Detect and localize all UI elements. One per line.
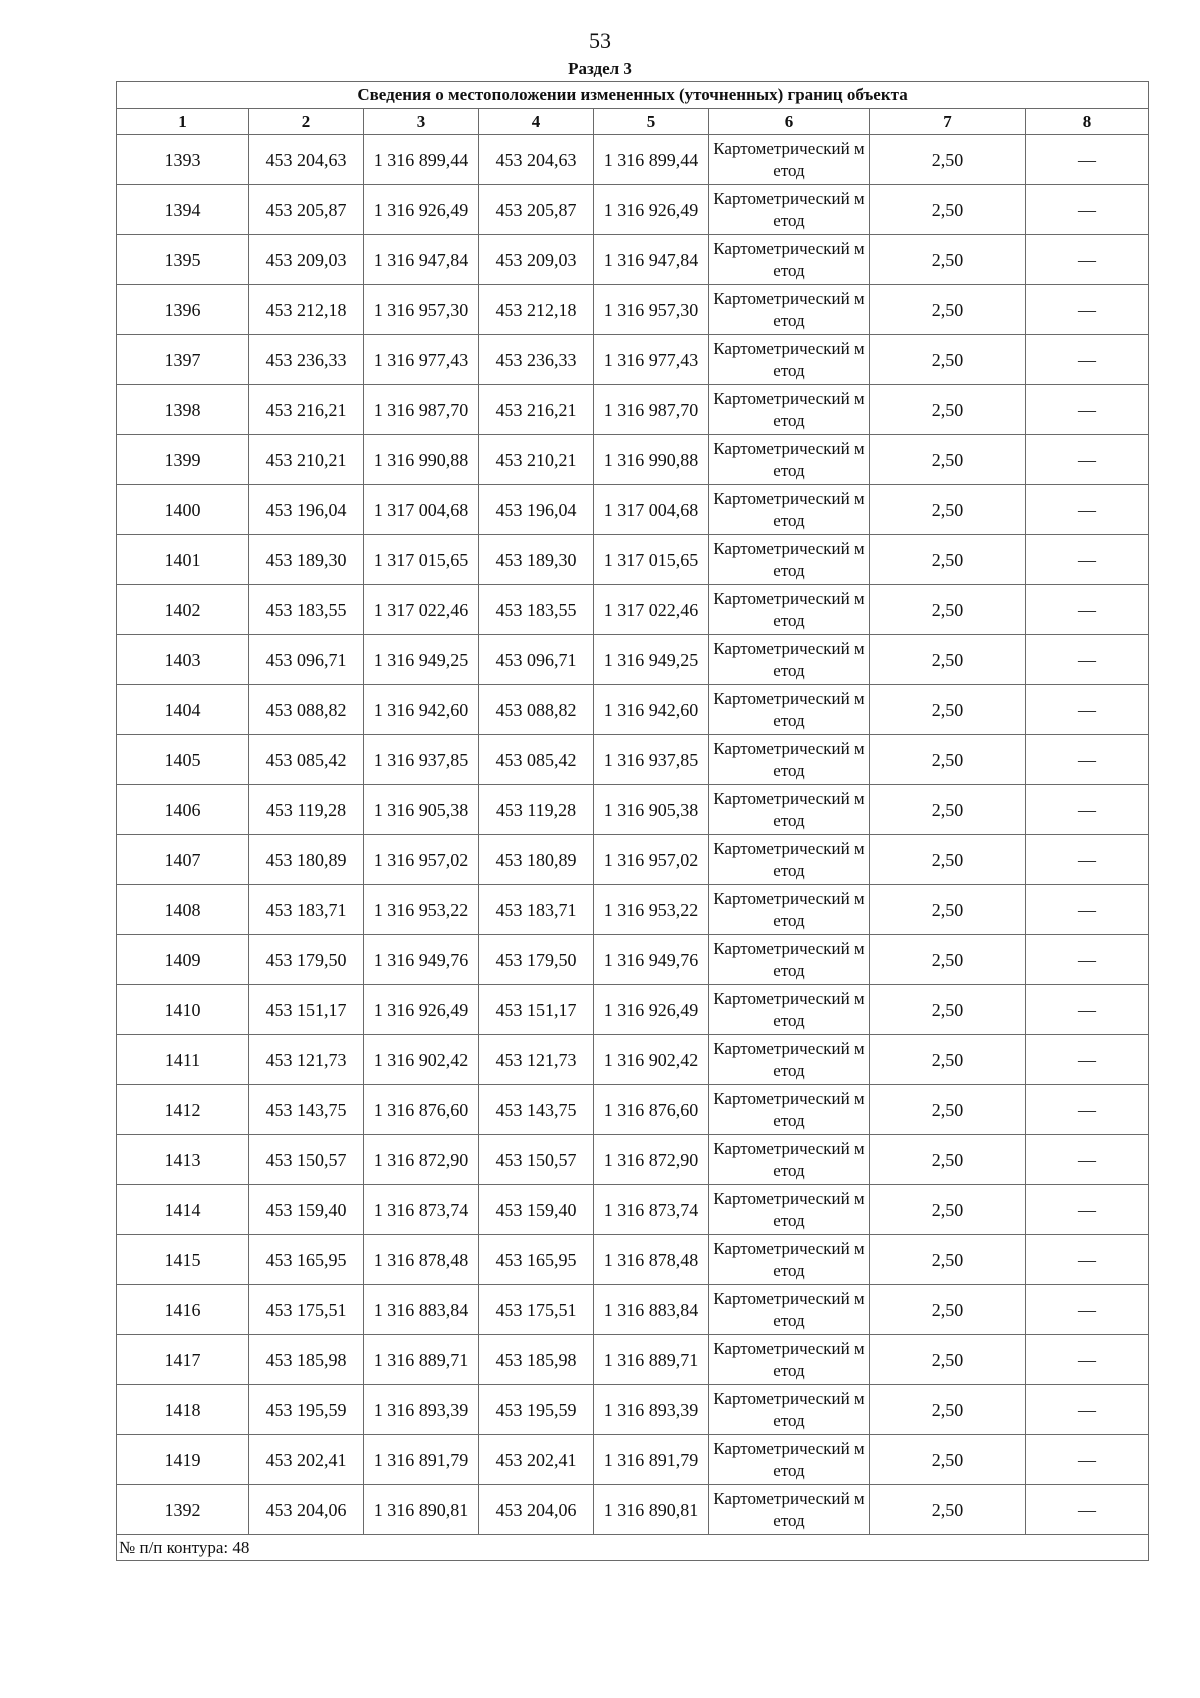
table-cell: Картометрический метод: [709, 1135, 870, 1185]
table-row: [117, 135, 1149, 185]
table-cell: 453 210,21: [249, 435, 364, 485]
table-row: [117, 885, 1149, 935]
table-cell: 2,50: [870, 985, 1026, 1035]
table-row: [117, 835, 1149, 885]
table-cell: 453 183,55: [479, 585, 594, 635]
table-cell: 1 316 899,44: [594, 135, 709, 185]
table-row: [117, 185, 1149, 235]
table-cell: Картометрический метод: [709, 985, 870, 1035]
table-cell: —: [1026, 135, 1149, 185]
table-cell: 1 316 872,90: [594, 1135, 709, 1185]
table-cell: 453 196,04: [479, 485, 594, 535]
table-cell: 1405: [117, 735, 249, 785]
column-header: 7: [870, 109, 1026, 135]
table-cell: 1 316 891,79: [594, 1435, 709, 1485]
table-cell: 1 316 937,85: [364, 735, 479, 785]
table-cell: —: [1026, 685, 1149, 735]
table-cell: 453 236,33: [479, 335, 594, 385]
table-cell: 2,50: [870, 1435, 1026, 1485]
table-cell: 1 316 873,74: [594, 1185, 709, 1235]
table-cell: 453 096,71: [479, 635, 594, 685]
column-header: 4: [479, 109, 594, 135]
table-cell: 1 316 926,49: [364, 985, 479, 1035]
table-cell: 453 216,21: [249, 385, 364, 435]
table-cell: 2,50: [870, 685, 1026, 735]
table-row: [117, 285, 1149, 335]
table-cell: 453 189,30: [249, 535, 364, 585]
table-cell: 1 317 022,46: [364, 585, 479, 635]
table-cell: 453 175,51: [249, 1285, 364, 1335]
table-cell: 1411: [117, 1035, 249, 1085]
table-cell: 453 143,75: [479, 1085, 594, 1135]
table-cell: —: [1026, 885, 1149, 935]
table-cell: —: [1026, 285, 1149, 335]
table-cell: 1 316 949,76: [364, 935, 479, 985]
table-cell: 1 317 015,65: [364, 535, 479, 585]
table-cell: Картометрический метод: [709, 235, 870, 285]
table-cell: Картометрический метод: [709, 1285, 870, 1335]
table-cell: 1 316 987,70: [594, 385, 709, 435]
table-cell: 1399: [117, 435, 249, 485]
table-cell: 1 316 937,85: [594, 735, 709, 785]
table-cell: 2,50: [870, 635, 1026, 685]
table-cell: —: [1026, 385, 1149, 435]
table-cell: 453 119,28: [249, 785, 364, 835]
table-row: [117, 235, 1149, 285]
table-cell: 1392: [117, 1485, 249, 1535]
table-cell: —: [1026, 635, 1149, 685]
table-cell: Картометрический метод: [709, 1085, 870, 1135]
table-cell: 1394: [117, 185, 249, 235]
table-cell: 453 088,82: [249, 685, 364, 735]
table-cell: 453 236,33: [249, 335, 364, 385]
table-cell: 1408: [117, 885, 249, 935]
table-cell: 453 175,51: [479, 1285, 594, 1335]
table-cell: Картометрический метод: [709, 385, 870, 435]
table-cell: 1 316 889,71: [594, 1335, 709, 1385]
table-cell: Картометрический метод: [709, 285, 870, 335]
table-cell: 453 189,30: [479, 535, 594, 585]
table-cell: —: [1026, 1285, 1149, 1335]
table-cell: 1 316 953,22: [594, 885, 709, 935]
table-cell: 453 165,95: [479, 1235, 594, 1285]
table-cell: 1 316 942,60: [364, 685, 479, 735]
table-row: [117, 785, 1149, 835]
table-cell: 1 316 942,60: [594, 685, 709, 735]
table-cell: 1406: [117, 785, 249, 835]
table-cell: 1403: [117, 635, 249, 685]
table-cell: —: [1026, 1435, 1149, 1485]
table-row: [117, 1435, 1149, 1485]
table-cell: 1 316 957,30: [364, 285, 479, 335]
column-header: 3: [364, 109, 479, 135]
table-row: [117, 735, 1149, 785]
table-cell: 453 183,55: [249, 585, 364, 635]
table-cell: 1 316 949,25: [594, 635, 709, 685]
table-row: [117, 635, 1149, 685]
table-cell: 2,50: [870, 1135, 1026, 1185]
table-cell: 1 316 947,84: [364, 235, 479, 285]
table-cell: 1 316 902,42: [364, 1035, 479, 1085]
table-cell: 1 316 893,39: [364, 1385, 479, 1435]
table-cell: —: [1026, 435, 1149, 485]
table-cell: 453 209,03: [249, 235, 364, 285]
table-cell: 1 316 890,81: [364, 1485, 479, 1535]
table-cell: Картометрический метод: [709, 1435, 870, 1485]
contour-number: № п/п контура: 48: [117, 1535, 1149, 1561]
table-cell: 453 143,75: [249, 1085, 364, 1135]
table-cell: 1 316 878,48: [594, 1235, 709, 1285]
table-cell: 453 088,82: [479, 685, 594, 735]
table-cell: —: [1026, 1335, 1149, 1385]
table-cell: 453 196,04: [249, 485, 364, 535]
table-row: [117, 1135, 1149, 1185]
table-cell: —: [1026, 1135, 1149, 1185]
table-cell: 1407: [117, 835, 249, 885]
table-cell: —: [1026, 185, 1149, 235]
table-cell: 1418: [117, 1385, 249, 1435]
table-cell: —: [1026, 535, 1149, 585]
section-title: Раздел 3: [568, 59, 632, 78]
table-cell: 1393: [117, 135, 249, 185]
table-cell: 1 316 899,44: [364, 135, 479, 185]
table-cell: 453 159,40: [479, 1185, 594, 1235]
table-cell: 453 165,95: [249, 1235, 364, 1285]
table-row: [117, 1035, 1149, 1085]
column-header-row: [117, 109, 1149, 135]
table-cell: —: [1026, 235, 1149, 285]
table-cell: 1 316 977,43: [364, 335, 479, 385]
table-cell: 453 151,17: [479, 985, 594, 1035]
table-cell: 1 316 947,84: [594, 235, 709, 285]
table-cell: 2,50: [870, 385, 1026, 435]
table-cell: 1 316 878,48: [364, 1235, 479, 1285]
coordinates-table: [116, 81, 1149, 1561]
table-row: [117, 385, 1149, 435]
table-cell: 1409: [117, 935, 249, 985]
table-cell: 2,50: [870, 1285, 1026, 1335]
page-number: 53: [589, 28, 611, 53]
table-cell: 453 212,18: [479, 285, 594, 335]
table-cell: 453 085,42: [249, 735, 364, 785]
table-cell: Картометрический метод: [709, 585, 870, 635]
table-cell: 1401: [117, 535, 249, 585]
table-cell: 453 119,28: [479, 785, 594, 835]
table-body: [117, 135, 1149, 1535]
table-cell: 453 204,06: [249, 1485, 364, 1535]
table-cell: 2,50: [870, 1385, 1026, 1435]
table-cell: 453 204,63: [249, 135, 364, 185]
table-cell: 1404: [117, 685, 249, 735]
table-cell: 1 316 926,49: [594, 985, 709, 1035]
table-cell: 1 316 891,79: [364, 1435, 479, 1485]
table-cell: 1 316 926,49: [364, 185, 479, 235]
table-cell: 1 316 883,84: [364, 1285, 479, 1335]
table-cell: 1 316 876,60: [364, 1085, 479, 1135]
table-cell: 1 316 977,43: [594, 335, 709, 385]
table-cell: 453 204,63: [479, 135, 594, 185]
table-cell: Картометрический метод: [709, 1385, 870, 1435]
table-cell: 1395: [117, 235, 249, 285]
table-cell: 1416: [117, 1285, 249, 1335]
column-header: 2: [249, 109, 364, 135]
table-cell: 453 195,59: [249, 1385, 364, 1435]
table-row: [117, 1285, 1149, 1335]
table-cell: —: [1026, 985, 1149, 1035]
table-cell: —: [1026, 1485, 1149, 1535]
table-cell: 1415: [117, 1235, 249, 1285]
table-cell: 453 179,50: [479, 935, 594, 985]
table-cell: —: [1026, 1385, 1149, 1435]
table-cell: —: [1026, 735, 1149, 785]
table-cell: 1419: [117, 1435, 249, 1485]
table-cell: 2,50: [870, 885, 1026, 935]
table-cell: Картометрический метод: [709, 1235, 870, 1285]
table-cell: 1400: [117, 485, 249, 535]
table-cell: 2,50: [870, 1335, 1026, 1385]
table-cell: 2,50: [870, 135, 1026, 185]
table-row: [117, 1485, 1149, 1535]
table-cell: 1413: [117, 1135, 249, 1185]
table-cell: 2,50: [870, 435, 1026, 485]
table-row: [117, 685, 1149, 735]
table-cell: 2,50: [870, 1185, 1026, 1235]
table-cell: 2,50: [870, 835, 1026, 885]
table-cell: 453 202,41: [249, 1435, 364, 1485]
table-row: [117, 1185, 1149, 1235]
table-cell: Картометрический метод: [709, 635, 870, 685]
table-cell: 1402: [117, 585, 249, 635]
table-cell: Картометрический метод: [709, 185, 870, 235]
column-header: 1: [117, 109, 249, 135]
table-cell: Картометрический метод: [709, 735, 870, 785]
table-row: [117, 1085, 1149, 1135]
table-cell: 453 121,73: [479, 1035, 594, 1085]
table-cell: 1412: [117, 1085, 249, 1135]
table-cell: Картометрический метод: [709, 785, 870, 835]
table-cell: 453 085,42: [479, 735, 594, 785]
table-cell: 1 316 905,38: [594, 785, 709, 835]
table-cell: 2,50: [870, 585, 1026, 635]
table-cell: —: [1026, 335, 1149, 385]
column-header: 6: [709, 109, 870, 135]
table-cell: 453 205,87: [479, 185, 594, 235]
table-cell: 453 180,89: [479, 835, 594, 885]
table-cell: 453 195,59: [479, 1385, 594, 1435]
table-cell: 2,50: [870, 1085, 1026, 1135]
table-cell: 1 316 889,71: [364, 1335, 479, 1385]
table-cell: 1 316 876,60: [594, 1085, 709, 1135]
table-row: [117, 1385, 1149, 1435]
table-cell: 453 212,18: [249, 285, 364, 335]
column-header: 5: [594, 109, 709, 135]
table-cell: 1396: [117, 285, 249, 335]
table-row: [117, 485, 1149, 535]
table-cell: 1 317 004,68: [594, 485, 709, 535]
table-cell: 2,50: [870, 335, 1026, 385]
table-cell: 1 316 883,84: [594, 1285, 709, 1335]
table-cell: —: [1026, 785, 1149, 835]
table-cell: 453 204,06: [479, 1485, 594, 1535]
table-cell: 453 150,57: [479, 1135, 594, 1185]
table-cell: 1 316 990,88: [364, 435, 479, 485]
table-cell: —: [1026, 835, 1149, 885]
table-cell: —: [1026, 585, 1149, 635]
table-cell: 453 209,03: [479, 235, 594, 285]
table-cell: Картометрический метод: [709, 685, 870, 735]
table-title: Сведения о местоположении измененных (уточненных) границ объекта: [117, 82, 1149, 109]
table-cell: Картометрический метод: [709, 1485, 870, 1535]
table-cell: 1 316 926,49: [594, 185, 709, 235]
table-cell: 2,50: [870, 485, 1026, 535]
table-cell: 1 317 022,46: [594, 585, 709, 635]
table-cell: 2,50: [870, 535, 1026, 585]
table-cell: Картометрический метод: [709, 1035, 870, 1085]
table-cell: 453 121,73: [249, 1035, 364, 1085]
table-cell: 453 179,50: [249, 935, 364, 985]
table-cell: 453 151,17: [249, 985, 364, 1035]
table-row: [117, 1235, 1149, 1285]
table-cell: —: [1026, 1235, 1149, 1285]
table-row: [117, 985, 1149, 1035]
table-row: [117, 335, 1149, 385]
table-row: [117, 935, 1149, 985]
table-cell: 2,50: [870, 1235, 1026, 1285]
table-cell: 1 316 949,76: [594, 935, 709, 985]
table-cell: 1417: [117, 1335, 249, 1385]
table-cell: 1 316 905,38: [364, 785, 479, 835]
table-cell: 453 183,71: [249, 885, 364, 935]
table-cell: 453 096,71: [249, 635, 364, 685]
table-cell: Картометрический метод: [709, 485, 870, 535]
table-row: [117, 585, 1149, 635]
table-cell: 453 205,87: [249, 185, 364, 235]
table-cell: 1 317 015,65: [594, 535, 709, 585]
table-cell: 2,50: [870, 785, 1026, 835]
table-cell: 453 183,71: [479, 885, 594, 935]
table-cell: 453 180,89: [249, 835, 364, 885]
table-cell: 2,50: [870, 1035, 1026, 1085]
table-cell: 1 316 873,74: [364, 1185, 479, 1235]
table-cell: 2,50: [870, 935, 1026, 985]
table-cell: 1 316 957,02: [364, 835, 479, 885]
table-cell: 453 185,98: [249, 1335, 364, 1385]
table-cell: 453 150,57: [249, 1135, 364, 1185]
table-cell: —: [1026, 1085, 1149, 1135]
table-cell: 1 316 990,88: [594, 435, 709, 485]
table-cell: —: [1026, 1185, 1149, 1235]
table-cell: —: [1026, 1035, 1149, 1085]
table-cell: 1 316 949,25: [364, 635, 479, 685]
table-cell: 2,50: [870, 1485, 1026, 1535]
table-cell: 1 316 902,42: [594, 1035, 709, 1085]
table-cell: 2,50: [870, 735, 1026, 785]
table-row: [117, 435, 1149, 485]
table-cell: 453 202,41: [479, 1435, 594, 1485]
table-cell: Картометрический метод: [709, 435, 870, 485]
table-cell: 2,50: [870, 235, 1026, 285]
table-cell: 2,50: [870, 185, 1026, 235]
table-cell: 453 210,21: [479, 435, 594, 485]
table-cell: Картометрический метод: [709, 535, 870, 585]
table-cell: Картометрический метод: [709, 885, 870, 935]
table-cell: 1410: [117, 985, 249, 1035]
table-cell: 1 316 953,22: [364, 885, 479, 935]
table-cell: 1 317 004,68: [364, 485, 479, 535]
table-cell: 453 185,98: [479, 1335, 594, 1385]
table-cell: Картометрический метод: [709, 335, 870, 385]
table-row: [117, 535, 1149, 585]
table-row: [117, 1335, 1149, 1385]
table-cell: Картометрический метод: [709, 1335, 870, 1385]
table-cell: 1 316 893,39: [594, 1385, 709, 1435]
table-cell: 1398: [117, 385, 249, 435]
table-cell: 1 316 987,70: [364, 385, 479, 435]
table-cell: 1414: [117, 1185, 249, 1235]
table-cell: 453 159,40: [249, 1185, 364, 1235]
table-cell: —: [1026, 485, 1149, 535]
table-cell: Картометрический метод: [709, 935, 870, 985]
column-header: 8: [1026, 109, 1149, 135]
table-cell: 1 316 957,02: [594, 835, 709, 885]
table-cell: 1 316 957,30: [594, 285, 709, 335]
table-cell: Картометрический метод: [709, 835, 870, 885]
table-cell: Картометрический метод: [709, 135, 870, 185]
table-cell: —: [1026, 935, 1149, 985]
table-cell: 1397: [117, 335, 249, 385]
table-cell: 1 316 890,81: [594, 1485, 709, 1535]
table-cell: Картометрический метод: [709, 1185, 870, 1235]
table-cell: 453 216,21: [479, 385, 594, 435]
table-cell: 1 316 872,90: [364, 1135, 479, 1185]
table-cell: 2,50: [870, 285, 1026, 335]
